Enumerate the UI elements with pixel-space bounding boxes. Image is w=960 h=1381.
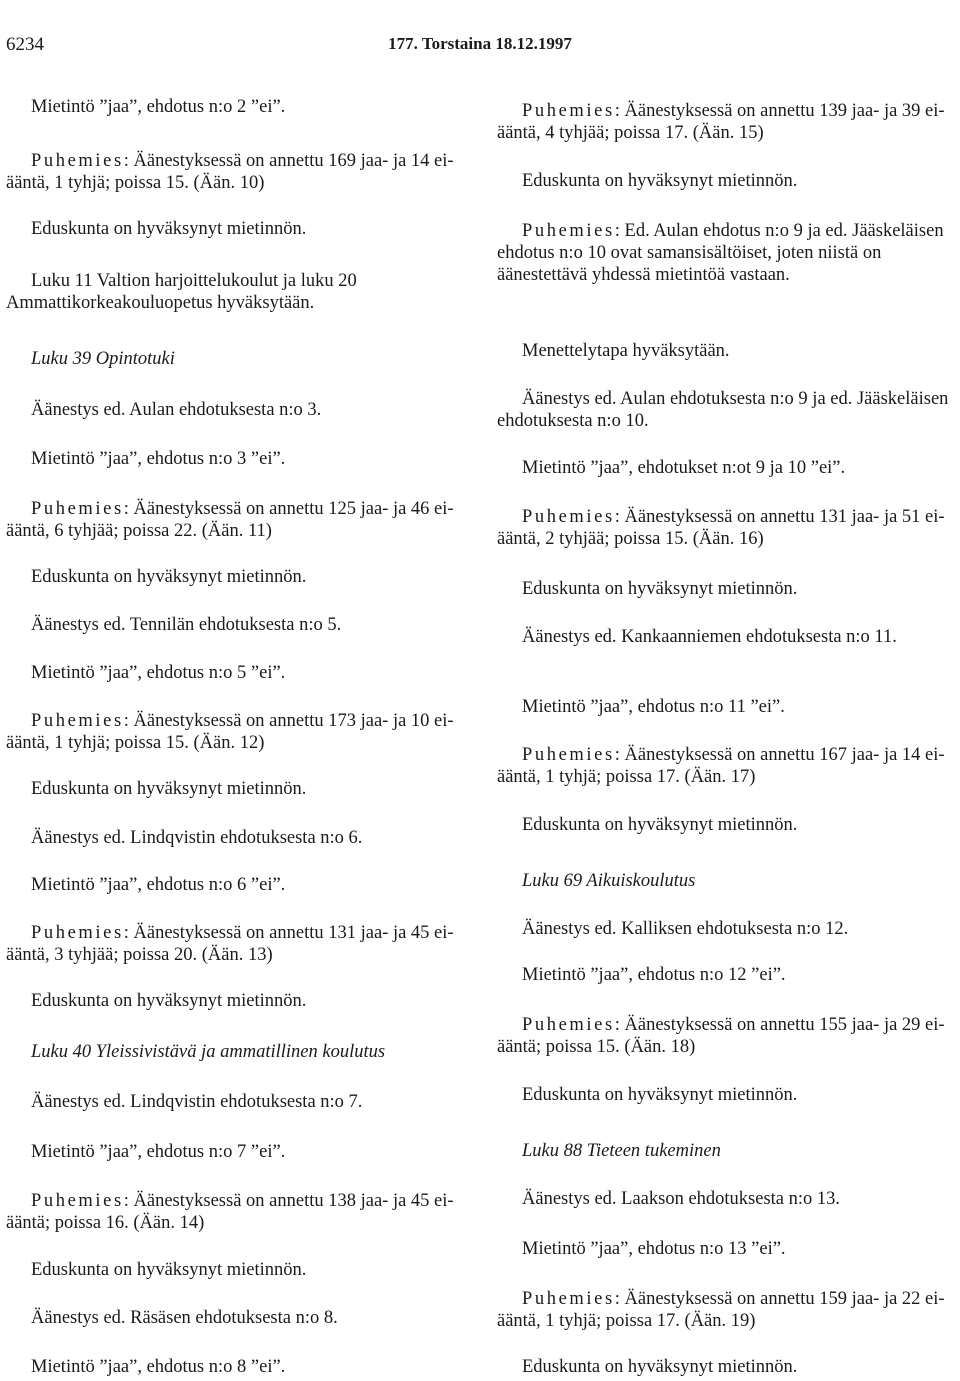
paragraph: Puhemies: Äänestyksessä on annettu 173 jaa- ja 10 ei-ääntä, 1 tyhjä; poissa 15. (Ään. 12) <box>6 711 454 753</box>
paragraph: Mietintö ”jaa”, ehdotus n:o 7 ”ei”. <box>31 1142 286 1162</box>
paragraph: Eduskunta on hyväksynyt mietinnön. <box>522 171 798 191</box>
speaker-name: Puhemies <box>31 151 124 171</box>
paragraph: Äänestys ed. Laakson ehdotuksesta n:o 13. <box>522 1189 841 1209</box>
paragraph: Äänestys ed. Aulan ehdotuksesta n:o 3. <box>31 400 322 420</box>
speaker-name: Puhemies <box>522 1015 615 1035</box>
paragraph: Eduskunta on hyväksynyt mietinnön. <box>31 567 307 587</box>
section-heading: Luku 88 Tieteen tukeminen <box>522 1141 721 1161</box>
paragraph: Puhemies: Äänestyksessä on annettu 131 jaa- ja 51 ei-ääntä, 2 tyhjää; poissa 15. (Ään. 16) <box>497 507 945 549</box>
paragraph: Eduskunta on hyväksynyt mietinnön. <box>522 1357 798 1377</box>
paragraph: Mietintö ”jaa”, ehdotus n:o 3 ”ei”. <box>31 449 286 469</box>
paragraph: Eduskunta on hyväksynyt mietinnön. <box>31 219 307 239</box>
paragraph: Eduskunta on hyväksynyt mietinnön. <box>31 991 307 1011</box>
section-heading: Luku 69 Aikuiskoulutus <box>522 871 696 891</box>
page-number: 6234 <box>6 34 44 55</box>
speaker-name: Puhemies <box>31 711 124 731</box>
paragraph: Äänestys ed. Lindqvistin ehdotuksesta n:o 7. <box>31 1092 363 1112</box>
speaker-name: Puhemies <box>522 101 615 121</box>
paragraph: Eduskunta on hyväksynyt mietinnön. <box>522 1085 798 1105</box>
paragraph: Äänestys ed. Kankaanniemen ehdotuksesta n:o 11. <box>522 627 897 647</box>
paragraph: Äänestys ed. Tennilän ehdotuksesta n:o 5. <box>31 615 342 635</box>
paragraph: Eduskunta on hyväksynyt mietinnön. <box>522 815 798 835</box>
paragraph: Puhemies: Äänestyksessä on annettu 139 jaa- ja 39 ei-ääntä, 4 tyhjää; poissa 17. (Ään. 15) <box>497 101 945 143</box>
page-header <box>0 34 960 58</box>
speaker-name: Puhemies <box>31 1191 124 1211</box>
paragraph: Luku 11 Valtion harjoittelukoulut ja luku 20 Ammattikorkeakouluopetus hyväksytään. <box>6 271 357 313</box>
paragraph: Puhemies: Äänestyksessä on annettu 138 jaa- ja 45 ei-ääntä; poissa 16. (Ään. 14) <box>6 1191 454 1233</box>
paragraph: Mietintö ”jaa”, ehdotus n:o 6 ”ei”. <box>31 875 286 895</box>
speaker-name: Puhemies <box>522 1289 615 1309</box>
paragraph: Puhemies: Äänestyksessä on annettu 159 jaa- ja 22 ei-ääntä, 1 tyhjä; poissa 17. (Ään. 19) <box>497 1289 945 1331</box>
paragraph: Mietintö ”jaa”, ehdotus n:o 8 ”ei”. <box>31 1357 286 1377</box>
paragraph: Mietintö ”jaa”, ehdotus n:o 5 ”ei”. <box>31 663 286 683</box>
paragraph: Mietintö ”jaa”, ehdotus n:o 11 ”ei”. <box>522 697 785 717</box>
paragraph: Mietintö ”jaa”, ehdotus n:o 12 ”ei”. <box>522 965 786 985</box>
section-heading: Luku 40 Yleissivistävä ja ammatillinen koulutus <box>31 1042 386 1062</box>
paragraph: Puhemies: Äänestyksessä on annettu 155 jaa- ja 29 ei-ääntä; poissa 15. (Ään. 18) <box>497 1015 945 1057</box>
paragraph: Puhemies: Ed. Aulan ehdotus n:o 9 ja ed. Jääskeläisen ehdotus n:o 10 ovat samansisältöiset, joten niistä on äänestettävä yhdessä mietintöä vastaan. <box>497 221 944 285</box>
paragraph: Puhemies: Äänestyksessä on annettu 131 jaa- ja 45 ei-ääntä, 3 tyhjää; poissa 20. (Ään. 13) <box>6 923 454 965</box>
speaker-name: Puhemies <box>522 507 615 527</box>
paragraph: Puhemies: Äänestyksessä on annettu 167 jaa- ja 14 ei-ääntä, 1 tyhjä; poissa 17. (Ään. 17) <box>497 745 945 787</box>
paragraph: Menettelytapa hyväksytään. <box>522 341 730 361</box>
paragraph: Mietintö ”jaa”, ehdotus n:o 2 ”ei”. <box>31 97 286 117</box>
speaker-name: Puhemies <box>522 221 615 241</box>
paragraph: Puhemies: Äänestyksessä on annettu 169 jaa- ja 14 ei-ääntä, 1 tyhjä; poissa 15. (Ään. 10) <box>6 151 454 193</box>
paragraph: Mietintö ”jaa”, ehdotukset n:ot 9 ja 10 ”ei”. <box>522 458 846 478</box>
section-heading: Luku 39 Opintotuki <box>31 349 175 369</box>
paragraph: Äänestys ed. Aulan ehdotuksesta n:o 9 ja ed. Jääskeläisen ehdotuksesta n:o 10. <box>497 389 949 431</box>
paragraph: Äänestys ed. Lindqvistin ehdotuksesta n:o 6. <box>31 828 363 848</box>
speaker-name: Puhemies <box>31 499 124 519</box>
paragraph: Puhemies: Äänestyksessä on annettu 125 jaa- ja 46 ei-ääntä, 6 tyhjää; poissa 22. (Ään. 11) <box>6 499 454 541</box>
paragraph: Eduskunta on hyväksynyt mietinnön. <box>31 1260 307 1280</box>
paragraph: Eduskunta on hyväksynyt mietinnön. <box>522 579 798 599</box>
speaker-name: Puhemies <box>31 923 124 943</box>
paragraph: Äänestys ed. Räsäsen ehdotuksesta n:o 8. <box>31 1308 338 1328</box>
paragraph: Äänestys ed. Kalliksen ehdotuksesta n:o 12. <box>522 919 849 939</box>
session-title: 177. Torstaina 18.12.1997 <box>388 34 572 53</box>
paragraph: Eduskunta on hyväksynyt mietinnön. <box>31 779 307 799</box>
paragraph: Mietintö ”jaa”, ehdotus n:o 13 ”ei”. <box>522 1239 786 1259</box>
speaker-name: Puhemies <box>522 745 615 765</box>
